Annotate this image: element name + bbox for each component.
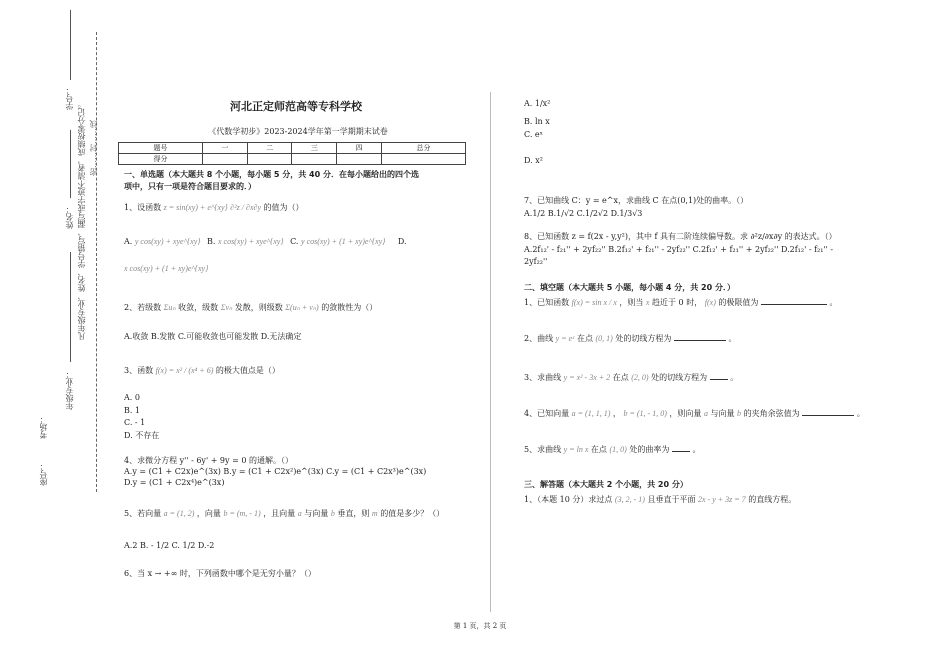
q2-stem (124, 302, 377, 313)
score-header-cell: 题号 (119, 143, 203, 154)
fill-q5-formula: y = ln x (563, 445, 589, 454)
q5-text3: 与向量 (304, 509, 329, 518)
score-table (118, 142, 466, 165)
section1-title-line1: 一、单选题（本大题共 8 个小题，每小题 5 分，共 40 分．在每小题给出的四个选 (124, 170, 419, 179)
fill-q4-vector-a: a = (1, 1, 1) (571, 409, 611, 418)
fill-q1-formula: f(x) = sin x / x (571, 298, 617, 307)
fill-q2 (524, 333, 736, 344)
fill-q5-text1: 在点 (590, 445, 607, 454)
fill-q2-label: 2、曲线 (524, 334, 554, 343)
fill-q5-label: 5、求曲线 (524, 445, 562, 454)
q3-stem (124, 365, 280, 376)
q1-option-c-expr: y cos(xy) + (1 + xy)e^{xy} (301, 237, 386, 246)
score-cell[interactable] (292, 154, 337, 165)
score-cell[interactable] (247, 154, 292, 165)
fill-q2-answer-blank[interactable] (674, 340, 726, 341)
q5-label: 5、若向量 (124, 509, 162, 518)
score-header-cell: 二 (247, 143, 292, 154)
q6-option-a[interactable]: A. 1/x² (524, 99, 551, 108)
q5-text5: 的值是多少？（） (380, 509, 445, 518)
q2-series-sum: Σ(uₙ + vₙ) (285, 303, 319, 312)
fill-q2-formula: y = eˣ (555, 334, 575, 343)
fill-q2-point: (0, 1) (595, 334, 613, 343)
score-row-label: 得分 (119, 154, 203, 165)
student-id-line (70, 10, 71, 80)
fill-q3-point: (2, 0) (631, 373, 649, 382)
q1-formula: z = sin(xy) + e^{xy} (163, 203, 228, 212)
fill-q5 (524, 444, 700, 455)
fill-q3 (524, 372, 738, 383)
q1-tail: 的值为（） (263, 203, 304, 212)
q2-text2: 发散，则级数 (234, 303, 283, 312)
score-cell[interactable] (382, 154, 466, 165)
q3-option-d[interactable]: D. 不存在 (124, 430, 160, 440)
fill-q4-text1: ，则向量 (669, 409, 702, 418)
fill-q5-period: 。 (692, 445, 701, 454)
fill-q3-text2: 处的切线方程为 (651, 373, 708, 382)
q1-option-d-expr: x cos(xy) + (1 + xy)e^{xy} (124, 264, 209, 273)
q3-option-c[interactable]: C. - 1 (124, 418, 146, 427)
section2-title: 二、填空题（本大题共 5 小题，每小题 4 分，共 20 分．） (524, 283, 735, 292)
fill-q3-answer-blank[interactable] (710, 379, 728, 380)
q2-series-v: Σvₙ (220, 303, 233, 312)
section1-title (124, 169, 419, 193)
fill-q1-label: 1、已知函数 (524, 298, 570, 307)
fill-q5-answer-blank[interactable] (672, 451, 690, 452)
fill-q1-answer-blank[interactable] (761, 304, 827, 305)
fill-q2-period: 。 (728, 334, 737, 343)
score-table-header (119, 143, 466, 154)
major-class-line (70, 252, 71, 362)
solve-q1-text1: 且垂直于平面 (647, 495, 696, 504)
score-header-cell: 总分 (382, 143, 466, 154)
q1-option-a-expr: y cos(xy) + xye^{xy} (134, 237, 201, 246)
q3-options (124, 392, 159, 442)
q3-formula: f(x) = x² / (x⁴ + 6) (155, 366, 214, 375)
exam-title: 《代数学初步》2023-2024学年第一学期期末试卷 (208, 127, 388, 136)
fill-q1-x: x (645, 298, 650, 307)
q8-options-line2[interactable]: 2yf₂₂'' (524, 257, 548, 266)
score-header-cell: 一 (202, 143, 247, 154)
q1-fraction: ∂²z / ∂x∂y (230, 203, 261, 212)
fill-q4 (524, 408, 865, 419)
q1-label: 1、设函数 (124, 203, 162, 212)
q7-block (524, 194, 748, 220)
q4-block (124, 455, 426, 488)
q1-option-b-expr: x cos(xy) + xye^{xy} (217, 237, 284, 246)
q5-vector-a: a = (1, 2) (163, 509, 195, 518)
q6-stem: 6、当 x → +∞ 时，下列函数中哪个是无穷小量？（） (124, 569, 316, 578)
fill-q4-b: b (737, 409, 742, 418)
exam-site-label: 考场： (39, 415, 48, 439)
fill-q4-period: 。 (856, 409, 865, 418)
fill-q4-a: a (703, 409, 708, 418)
q1-options-line1 (124, 236, 407, 247)
fill-q1-period: 。 (829, 298, 838, 307)
q2-label: 2、若级数 (124, 303, 162, 312)
q6-options (524, 98, 550, 169)
q5-a: a (297, 509, 302, 518)
major-class-label: 年级专业： (65, 370, 74, 410)
q6-option-b[interactable]: B. ln x (524, 117, 550, 126)
binding-margin (0, 0, 110, 672)
score-header-cell: 四 (337, 143, 382, 154)
section1-title-line2: 项中，只有一项是符合题目要求的．） (124, 182, 256, 191)
q3-tail: 的极大值点是（） (215, 366, 280, 375)
score-cell[interactable] (202, 154, 247, 165)
q5-text1: ，向量 (196, 509, 221, 518)
score-table-row (119, 154, 466, 165)
fill-q2-text1: 在点 (576, 334, 593, 343)
student-id-label: 学号： (65, 86, 74, 110)
fill-q1-text3: 的极限值为 (718, 298, 759, 307)
q5-text2: ，且向量 (263, 509, 296, 518)
solve-q1-text2: 的直线方程。 (748, 495, 797, 504)
q6-option-d[interactable]: D. x² (524, 156, 543, 165)
solve-q1 (524, 494, 796, 505)
fill-q4-comma: ， (612, 409, 621, 418)
fill-q3-period: 。 (730, 373, 739, 382)
q8-block (524, 231, 837, 269)
q2-text3: 的敛散性为（） (321, 303, 378, 312)
q3-label: 3、函数 (124, 366, 154, 375)
q5-b: b (330, 509, 335, 518)
q1-option-c[interactable]: C. (290, 237, 299, 246)
q6-option-c[interactable]: C. eˣ (524, 130, 544, 139)
q2-series-u: Σuₙ (163, 303, 176, 312)
q8-options-line1[interactable]: A.2f₁₂' - f₂₁'' + 2yf₂₂'' B.2f₁₂' + f₂₁'' - 2yf₂₂'' C.2f₁₂' + f₂₁'' + 2yf₂₂'' D.2f₁₂' - f₂₁'' - (524, 244, 834, 254)
fill-q3-formula: y = x² - 3x + 2 (563, 373, 611, 382)
fill-q3-text1: 在点 (612, 373, 629, 382)
name-line (70, 130, 71, 198)
school-title: 河北正定师范高等专科学校 (230, 100, 362, 113)
fill-q1-text1: ，则当 (619, 298, 644, 307)
q7-stem: 7、已知曲线 C：y = e^x，求曲线 C 在点(0,1)处的曲率。（） (524, 196, 749, 205)
name-label: 姓名： (65, 205, 74, 229)
q5-options[interactable]: A.2 B. - 1/2 C. 1/2 D.-2 (124, 541, 215, 550)
q4-options-line2[interactable]: D.y = (C1 + C2x⁴)e^(3x) (124, 478, 225, 487)
q5-vector-b: b = (m, - 1) (223, 509, 261, 518)
section3-title: 三、解答题（本大题共 2 个小题，共 20 分） (524, 480, 688, 489)
fill-q4-text2: 与向量 (710, 409, 735, 418)
fill-q5-point: (1, 0) (609, 445, 627, 454)
q8-stem: 8、已知函数 z = f(2x - y,y²)，其中 f 具有二阶连续偏导数。求 ∂²z/∂x∂y 的表达式。（） (524, 232, 837, 241)
q1-option-b[interactable]: B. (207, 237, 216, 246)
seal-dashed-line (96, 32, 97, 492)
column-divider (490, 92, 491, 612)
fill-q4-vector-b: b = (1, - 1, 0) (623, 409, 667, 418)
seal-line-text: 密……封……线 (89, 120, 98, 176)
q1-options-line2 (124, 263, 208, 274)
q7-options[interactable]: A.1/2 B.1/√2 C.1/2√2 D.1/3√3 (524, 209, 643, 218)
q5-stem (124, 508, 444, 519)
q2-text1: 收敛，级数 (178, 303, 219, 312)
fill-q2-text2: 处的切线方程为 (615, 334, 672, 343)
q2-options: A.收敛 B.发散 C.可能收敛也可能发散 D.无法确定 (124, 332, 302, 341)
score-cell[interactable] (337, 154, 382, 165)
fill-q1 (524, 297, 838, 308)
solve-q1-plane: 2x - y + 3z = 7 (698, 495, 746, 504)
warning-text: 凡年级专业、姓名、学号错写、漏写或字迹不清者，成绩按零分记。 (77, 100, 86, 340)
score-header-cell: 三 (292, 143, 337, 154)
fill-q5-text2: 处的曲率为 (629, 445, 670, 454)
fill-q4-answer-blank[interactable] (802, 415, 854, 416)
q5-m: m (371, 509, 378, 518)
q1-option-a[interactable]: A. (124, 237, 133, 246)
q4-stem: 4、求微分方程 y'' - 6y' + 9y = 0 的通解。（） (124, 456, 293, 465)
q1-option-d[interactable]: D. (397, 237, 407, 246)
q4-options-line1[interactable]: A.y = (C1 + C2x)e^(3x) B.y = (C1 + C2x²)e^(3x) C.y = (C1 + C2x³)e^(3x) (124, 467, 427, 476)
solve-q1-point: (3, 2, - 1) (614, 495, 645, 504)
fill-q4-text3: 的夹角余弦值为 (743, 409, 800, 418)
seat-label: 座号： (39, 462, 48, 486)
fill-q1-fx: f(x) (704, 298, 716, 307)
q1-stem (124, 202, 304, 213)
q3-option-b[interactable]: B. 1 (124, 405, 141, 415)
solve-q1-label: 1、（本题 10 分）求过点 (524, 495, 613, 504)
fill-q3-label: 3、求曲线 (524, 373, 562, 382)
q5-text4: 垂直，则 (337, 509, 370, 518)
q3-option-a[interactable]: A. 0 (124, 393, 140, 402)
fill-q1-text2: 趋近于 0 时， (652, 298, 703, 307)
fill-q4-label: 4、已知向量 (524, 409, 570, 418)
page-footer: 第 1 页，共 2 页 (453, 622, 507, 630)
